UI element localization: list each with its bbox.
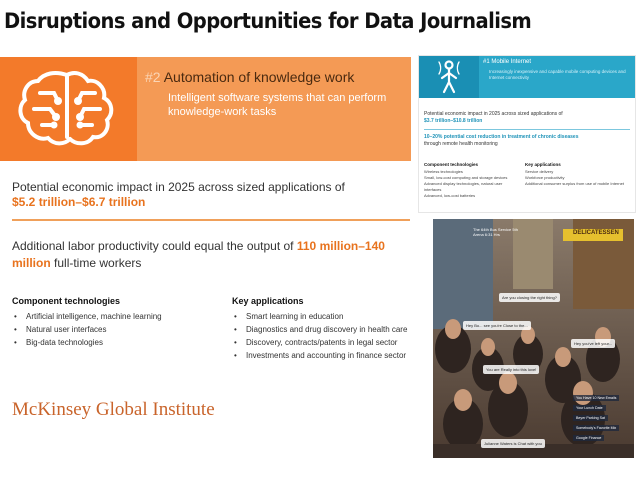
list-item: • Artificial intelligence, machine learning bbox=[12, 312, 162, 321]
list-item: Advanced display technologies, natural user interfaces bbox=[424, 181, 503, 192]
component-technologies: Component technologies • Artificial intelligence, machine learning • Natural user interfaces • Big-data technologies bbox=[12, 296, 162, 351]
list-item: • Diagnostics and drug discovery in health care bbox=[232, 325, 407, 334]
photo-bubble: Julianne Waters is Chat with you bbox=[481, 439, 545, 448]
automation-heading: #2 Automation of knowledge work bbox=[145, 69, 355, 85]
photo-panel-item: Your Lunch Date bbox=[573, 405, 606, 411]
mini-heading: #1 Mobile Internet bbox=[483, 59, 532, 65]
slide-title: Disruptions and Opportunities for Data Journalism bbox=[4, 9, 532, 33]
automation-header bbox=[137, 57, 411, 161]
impact-value: $5.2 trillion–$6.7 trillion bbox=[12, 195, 146, 209]
mini-impact: Potential economic impact in 2025 across sized applications of $3.7 trillion–$10.8 trillion bbox=[424, 111, 563, 124]
list-item: • Investments and accounting in finance sector bbox=[232, 351, 407, 360]
mckinsey-logo: McKinsey Global Institute bbox=[12, 399, 215, 420]
economic-impact: Potential economic impact in 2025 across sized applications of $5.2 trillion–$6.7 trillion bbox=[12, 180, 345, 209]
photo-overlay-text: The 64th Bus Service 5th Arena 6:31 Hrs bbox=[473, 227, 518, 237]
labor-value: 110 million–140 million bbox=[12, 239, 385, 270]
crowd-photo bbox=[433, 219, 634, 458]
mini-header-band bbox=[419, 56, 635, 98]
list-item: Workforce productivity bbox=[525, 175, 565, 180]
photo-panel-item: Google Finance bbox=[573, 435, 604, 441]
mini-divider bbox=[424, 129, 630, 130]
list-item: • Natural user interfaces bbox=[12, 325, 162, 334]
list-item: • Discovery, contracts/patents in legal sector bbox=[232, 338, 407, 347]
walking-person-icon bbox=[419, 56, 479, 98]
mini-components: Component technologies Wireless technologies Small, low-cost computing and storage devices Advanced display technologies, natural user interfaces Advanced, low-cost batteries bbox=[424, 162, 516, 199]
divider bbox=[12, 219, 410, 221]
brain-circuit-icon bbox=[0, 57, 135, 161]
photo-bubble: Hey you've left your... bbox=[571, 339, 615, 348]
list-item: Advanced, low-cost batteries bbox=[424, 193, 476, 198]
mobile-internet-slide bbox=[418, 55, 636, 213]
photo-bubble: You are Really into this love! bbox=[483, 365, 539, 374]
automation-subtitle: Intelligent software systems that can perform knowledge-work tasks bbox=[168, 92, 387, 118]
mini-subtitle: Increasingly inexpensive and capable mobile computing devices and Internet connectivity bbox=[489, 69, 626, 80]
photo-panel-item: Beyer Parking Sat bbox=[573, 415, 608, 421]
sign-text: DELICATESSEN bbox=[573, 230, 619, 236]
list-item: Small, low-cost computing and storage devices bbox=[424, 175, 508, 180]
photo-bubble: Are you closing the right thing? bbox=[499, 293, 560, 302]
photo-bubble: Hey Bo... see you're Close to the... bbox=[463, 321, 531, 330]
mckinsey-header-band bbox=[0, 57, 411, 161]
mini-applications: Key applications Service delivery Workforce productivity Additional consumer surplus from use of mobile Internet bbox=[525, 162, 631, 187]
list-item: • Big-data technologies bbox=[12, 338, 162, 347]
list-item: Additional consumer surplus from use of mobile Internet bbox=[525, 181, 624, 186]
key-applications: Key applications • Smart learning in education • Diagnostics and drug discovery in health care • Discovery, contracts/patents in legal sector • Investments and accounting in finance sector bbox=[232, 296, 407, 364]
list-item: Service delivery bbox=[525, 169, 554, 174]
list-item: Wireless technologies bbox=[424, 169, 463, 174]
photo-panel-item: You Have 10 New Emails bbox=[573, 395, 619, 401]
photo-panel-item: Somebody's Favorite Mix bbox=[573, 425, 619, 431]
list-item: • Smart learning in education bbox=[232, 312, 407, 321]
mini-cost: 10–20% potential cost reduction in treatment of chronic diseases through remote health monitoring bbox=[424, 134, 579, 147]
labor-productivity: Additional labor productivity could equal the output of 110 million–140 million full-time workers bbox=[12, 239, 385, 270]
